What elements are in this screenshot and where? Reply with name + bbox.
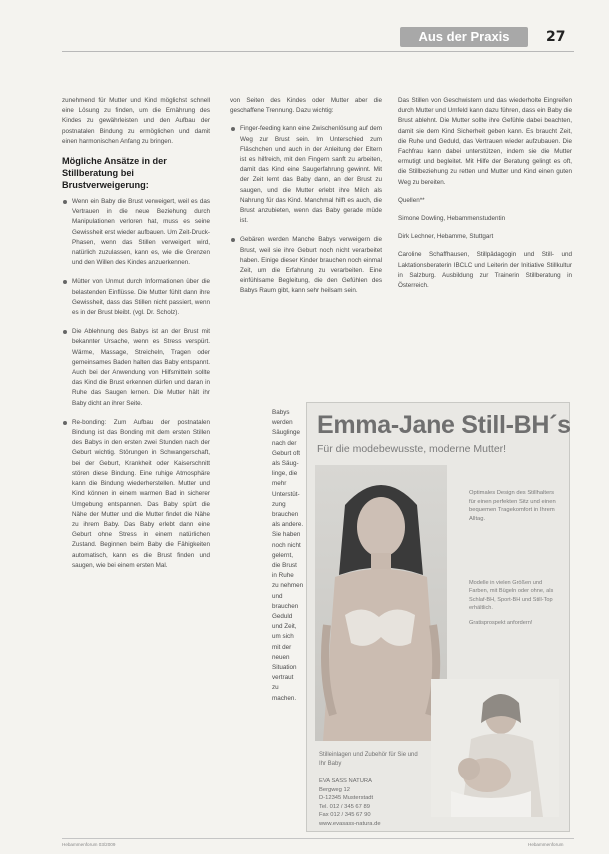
- wrap-line: werden: [272, 419, 293, 427]
- wrap-line: zu nehmen: [272, 582, 304, 590]
- address-line: EVA SASS NATURA: [319, 778, 372, 784]
- text-column-2: [230, 96, 382, 306]
- ad-subtitle: Für die modebewusste, moderne Mutter!: [317, 443, 507, 455]
- wrap-line: mehr: [272, 480, 287, 488]
- wrap-line: linge, die: [272, 470, 298, 478]
- address-line: D-12345 Musterstadt: [319, 795, 374, 802]
- wrap-line: um sich: [272, 633, 294, 641]
- page-number: 27: [546, 29, 566, 45]
- list-item: Mütter von Unmut durch Informationen über die belastenden Einflüsse. Die Mutter fühlt dann ihre Gewissheit, dass das Stillen nicht passiert, wenn es in der Brust bleibt. (vgl. Dr. Scholz).: [62, 277, 210, 318]
- wrap-line: Säuglinge: [272, 429, 301, 437]
- wrap-line: Sie haben: [272, 531, 301, 539]
- ad-product-info: [469, 579, 561, 641]
- wrap-line: nach der: [272, 439, 297, 447]
- wrap-line: die Brust: [272, 562, 297, 570]
- footer-right-label: Hebammenforum: [528, 842, 564, 847]
- col2-wrap-text: [272, 408, 306, 704]
- ad-caption: Stilleinlagen und Zubehör für Sie und Ihr Baby: [319, 752, 418, 767]
- wrap-line: brauchen: [272, 511, 299, 519]
- address-line: Tel. 012 / 345 67 89: [319, 803, 370, 810]
- col1-bullet-list: [62, 197, 210, 571]
- wrap-line: Geburt oft: [272, 449, 301, 457]
- ad-description: Optimales Design des Stillhalters für einen perfekten Sitz und einen bequemen Tragekomfort in Ihrem Alltag.: [469, 490, 556, 522]
- advertisement: [306, 402, 570, 832]
- wrap-line: brauchen: [272, 602, 299, 610]
- wrap-line: Unterstüt-: [272, 490, 300, 498]
- wrap-line: machen.: [272, 694, 297, 702]
- wrap-line: gelernt,: [272, 551, 294, 559]
- col2-intro-paragraph: von Seiten des Kindes oder Mutter aber die geschaffene Trennung. Dazu wichtig:: [230, 97, 382, 115]
- source-entry: Simone Dowling, Hebammenstudentin: [398, 215, 506, 223]
- woman-in-bra-photo: [315, 465, 447, 741]
- wrap-line: mit der: [272, 643, 292, 651]
- wrap-line: Geduld: [272, 613, 293, 621]
- wrap-line: vertraut: [272, 674, 294, 682]
- ad-contact-address: [319, 777, 429, 829]
- list-item: Die Ablehnung des Babys ist an der Brust mit bekannter Ursache, wenn es Stress verspürt. Wärme, Massage, Streicheln, Tragen oder gemeinsames Baden halten das Baby entspannt. Auch bei der Anwendung von Hilfsmitteln sollte das Kind die Brust erkennen dürfen und daran in Ruhe das Saugen lernen. Die Mutter hält ihr Baby dicht an ihrer Seite.: [62, 327, 210, 409]
- nursing-mother-photo: [431, 679, 559, 817]
- list-item: Gebären werden Manche Babys verweigern die Brust, weil sie ihre Geburt noch nicht verarbeitet haben. Einige dieser Kinder brauchen noch einmal Zeit, um die Erfahrung zu verarbeiten. Eine einfühlsame Begleitung, die den Gefühlen des Babys Raum gibt, kann sehr heilsam sein.: [230, 235, 382, 296]
- source-entry: Caroline Schaffhausen, Stillpädagogin und Still- und Laktationsberaterin IBCLC und Leiterin der Initiative Stillkultur in Salzburg. Ausbildung zur Trainerin Stillberatung in Österreich.: [398, 251, 572, 290]
- address-line: www.evasass-natura.de: [319, 820, 381, 827]
- wrap-line: als andere.: [272, 521, 304, 529]
- text-column-1: [62, 96, 210, 580]
- footer-publication: Hebammenforum 03/2009: [62, 842, 116, 847]
- footer-divider: [62, 838, 574, 839]
- header-divider: [62, 51, 574, 52]
- col1-subheading: Mögliche Ansätze in der Stillberatung bei Brustverweigerung:: [62, 156, 167, 191]
- col1-intro-paragraph: zunehmend für Mutter und Kind möglichst schnell eine Lösung zu finden, um die Ernährung des Kindes zu gewährleisten und den Aufbau der postnatalen Bindung zu ermöglichen und damit einen harmonischen Anfang zu bringen.: [62, 97, 210, 145]
- col2-bullet-list: [230, 124, 382, 296]
- wrap-line: zung: [272, 500, 286, 508]
- ad-product-text: Modelle in vielen Größen und Farben, mit Bügeln oder ohne, als Schlaf-BH, Sport-BH und Still-Top erhältlich.: [469, 580, 554, 612]
- list-item: Re-bonding: Zum Aufbau der postnatalen Bindung ist das Bonding mit dem ersten Stillen des Babys in den ersten zwei Stunden nach der Geburt wichtig. Störungen in Schwangerschaft, bei der Geburt, Krankheit oder Kaiserschnitt stören diese Bindung. Eine ruhige Atmosphäre kann die Bindung wiederherstellen. Mutter und Kind können in einem warmen Bad in sicherer Umgebung entspannen. Das Baby spürt die Nähe der Mutter und die Mutter findet die Nähe zu ihrem Baby. Das Baby erlebt dann eine Geburt ohne Stress in einem natürlichen Zustand. Beginnen beim Baby die Fähigkeiten automatisch, kann es die Brust finden und saugen, wie bei einem ersten Mal.: [62, 418, 210, 571]
- wrap-line: und Zeit,: [272, 623, 297, 631]
- wrap-line: noch nicht: [272, 541, 301, 549]
- address-line: Bergweg 12: [319, 786, 350, 793]
- wrap-line: Situation: [272, 664, 297, 672]
- section-label: Aus der Praxis: [400, 27, 528, 47]
- address-line: Fax 012 / 345 67 90: [319, 812, 371, 819]
- wrap-line: als Säug-: [272, 460, 299, 468]
- text-column-3: [398, 96, 572, 299]
- wrap-line: Babys: [272, 409, 290, 416]
- wrap-line: neuen: [272, 653, 290, 661]
- sources-heading: Quellen**: [398, 196, 425, 204]
- ad-order-note: Gratisprospekt anfordern!: [469, 619, 533, 626]
- wrap-line: in Ruhe: [272, 572, 294, 580]
- list-item: Wenn ein Baby die Brust verweigert, weil es das Vertrauen in die neue Beziehung durch Manipulationen verloren hat, muss es seine Gewissheit erst wieder aufbauen. Um Zeit-Druck-Phasen, wenn das Stillen verweigert wird, natürlich zuzulassen, kann es, wie die Grenzen und den Willen des Kindes anzuerkennen.: [62, 197, 210, 268]
- wrap-line: zu: [272, 684, 279, 692]
- source-entry: Dirk Lechner, Hebamme, Stuttgart: [398, 233, 494, 241]
- wrap-line: und: [272, 592, 283, 600]
- list-item: Finger-feeding kann eine Zwischenlösung auf dem Weg zur Brust sein. Im Unterschied zum Fläschchen und auch in der Anleitung der Eltern ist es hilfreich, mit den Fingern sanft zu arbeiten, damit das Kind eine Saugerfahrung gewinnt. Mit der Zeit lernt das Baby dann, an der Brust zu saugen, und die Mutter erlebt ihre Milch als Nahrung für das Kind. Manchmal hilft es auch, die Brust anzubieten, wenn das Baby gerade müde ist.: [230, 124, 382, 226]
- ad-title: Emma-Jane Still-BH´s: [317, 411, 571, 439]
- col3-intro-paragraph: Das Stillen von Geschwistern und das wiederholte Eingreifen durch Mutter und Umfeld kann dazu führen, dass ein Baby die Brust ablehnt. Die Mutter sollte ihre Gefühle dabei beachten, damit sie dem Kind Sicherheit geben kann. Es braucht Zeit, die Ruhe und Geduld, das Vertrauen wieder aufzubauen. Die Fachfrau kann dabei unterstützen, indem sie die Mutter ermutigt und begleitet. Mit Hilfe der Beratung gelingt es oft, die Stillbeziehung zu retten und Mutter und Kind einen guten Weg zu bereiten.: [398, 97, 572, 186]
